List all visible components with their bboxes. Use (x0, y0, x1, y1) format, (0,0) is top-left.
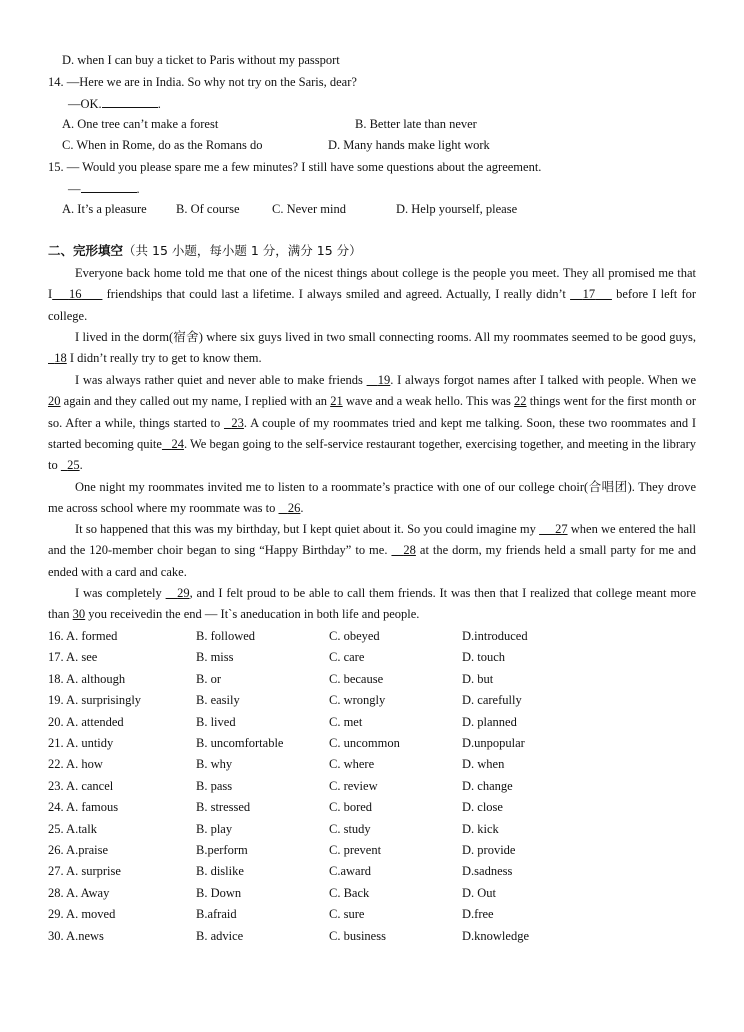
blank-23[interactable]: 23 (231, 415, 244, 430)
q15-stem: 15. — Would you please spare me a few minutes? I still have some questions about the agreement. (48, 160, 542, 174)
q15-option-d: D. Help yourself, please (396, 202, 518, 216)
option-q20-d[interactable]: D. planned (462, 714, 517, 729)
option-q18-a[interactable]: 18. A. although (48, 671, 126, 686)
option-q30-c[interactable]: C. business (329, 928, 386, 943)
option-q22-a[interactable]: 22. A. how (48, 757, 103, 772)
option-q17-a[interactable]: 17. A. see (48, 650, 98, 665)
option-q26-a[interactable]: 26. A.praise (48, 843, 109, 857)
option-q26-d[interactable]: D. provide (462, 843, 516, 857)
option-q17-d[interactable]: D. touch (462, 650, 506, 665)
q15-option-a: A. It’s a pleasure (62, 202, 147, 216)
option-q24-d[interactable]: D. close (462, 800, 503, 815)
option-q28-a[interactable]: 28. A. Away (48, 885, 110, 900)
option-q21-b[interactable]: B. uncomfortable (196, 736, 284, 750)
passage-paragraph-3: I was always rather quiet and never able to make friends 19. I always forgot names after I talked with people. When we 20 again and they called out my name, I replied with an 21 wave and a weak hello. This was 22 things went for the first month or so. After a while, things started to 23. A couple of my roommates tried and kept me talking. Soon, these two roommates and I started becoming quite 24. We began going to the self-service restaurant together, exercising together, and meeting in the library to 25. (48, 373, 697, 473)
option-q28-c[interactable]: C. Back (329, 885, 370, 900)
option-q25-c[interactable]: C. study (329, 821, 371, 836)
option-q26-c[interactable]: C. prevent (329, 843, 382, 857)
option-q29-d[interactable]: D.free (462, 907, 494, 922)
option-q27-c[interactable]: C.award (329, 864, 371, 879)
blank-18[interactable]: 18 (54, 351, 67, 366)
q14-option-c: C. When in Rome, do as the Romans do (62, 138, 263, 152)
blank-21[interactable]: 21 (330, 394, 343, 409)
passage-paragraph-2: I lived in the dorm(宿舍) where six guys lived in two small connecting rooms. All my roommates seemed to be good guys, 18 I didn’t really try to get to know them. (48, 327, 696, 370)
blank-25[interactable]: 25 (67, 458, 80, 473)
option-q17-c[interactable]: C. care (329, 650, 365, 665)
option-q22-d[interactable]: D. when (462, 757, 505, 772)
option-q26-b[interactable]: B.perform (196, 843, 248, 857)
option-q28-b[interactable]: B. Down (196, 885, 242, 900)
option-q17-b[interactable]: B. miss (196, 650, 234, 665)
option-q16-d[interactable]: D.introduced (462, 629, 528, 643)
blank-16[interactable]: 16 (68, 287, 82, 302)
option-q18-b[interactable]: B. or (196, 671, 221, 686)
passage-paragraph-6: I was completely 29, and I felt proud to be able to call them friends. It was then that I realized that college meant more than 30 you receivedin the end — It`s aneducation in both life and people. (48, 586, 697, 622)
q14-option-a: A. One tree can’t make a forest (62, 117, 219, 131)
option-q22-c[interactable]: C. where (329, 757, 375, 772)
option-q21-d[interactable]: D.unpopular (462, 736, 525, 750)
q14-reply-end: . (157, 97, 161, 111)
option-q25-b[interactable]: B. play (196, 821, 233, 836)
passage-paragraph-5: It so happened that this was my birthday, but I kept quiet about it. So you could imagine my 27 when we entered the hall and the 120-member choir began to sing “Happy Birthday” to me. 28 at the dorm, my friends held a small party for me and ended with a card and cake. (48, 522, 697, 579)
option-q18-d[interactable]: D. but (462, 671, 494, 686)
option-q16-b[interactable]: B. followed (196, 629, 256, 643)
section-heading (48, 243, 362, 259)
option-q19-d[interactable]: D. carefully (462, 693, 522, 708)
option-q29-c[interactable]: C. sure (329, 907, 365, 922)
q14-option-d: D. Many hands make light work (328, 138, 490, 152)
option-q20-b[interactable]: B. lived (196, 714, 236, 729)
option-q23-b[interactable]: B. pass (196, 778, 233, 793)
option-q20-c[interactable]: C. met (329, 714, 363, 729)
q15-option-c: C. Never mind (272, 202, 346, 216)
option-q24-b[interactable]: B. stressed (196, 800, 251, 815)
option-q19-c[interactable]: C. wrongly (329, 693, 386, 708)
blank-19[interactable]: 19 (377, 373, 391, 387)
option-q20-a[interactable]: 20. A. attended (48, 714, 124, 729)
option-q30-b[interactable]: B. advice (196, 928, 244, 943)
option-q24-a[interactable]: 24. A. famous (48, 800, 119, 815)
option-q19-b[interactable]: B. easily (196, 693, 240, 708)
option-q29-b[interactable]: B.afraid (196, 907, 237, 922)
option-q30-a[interactable]: 30. A.news (48, 928, 104, 943)
q14-option-b: B. Better late than never (355, 117, 477, 131)
option-q29-a[interactable]: 29. A. moved (48, 907, 116, 922)
blank-20[interactable]: 20 (48, 394, 61, 409)
q14-answer-blank[interactable] (102, 95, 158, 108)
option-q22-b[interactable]: B. why (196, 757, 233, 772)
option-q23-d[interactable]: D. change (462, 778, 513, 793)
q14-reply (68, 95, 161, 112)
q15-option-b: B. Of course (176, 202, 240, 216)
blank-30[interactable]: 30 (72, 607, 86, 622)
section-title: 二、完形填空 (48, 243, 124, 258)
blank-22[interactable]: 22 (514, 394, 527, 409)
blank-27[interactable]: 27 (555, 522, 568, 536)
option-q24-c[interactable]: C. bored (329, 800, 373, 815)
option-q27-a[interactable]: 27. A. surprise (48, 864, 121, 879)
option-q28-d[interactable]: D. Out (462, 885, 497, 900)
q14-stem: 14. —Here we are in India. So why not try on the Saris, dear? (48, 75, 357, 89)
option-q23-a[interactable]: 23. A. cancel (48, 778, 114, 793)
option-q25-d[interactable]: D. kick (462, 821, 499, 836)
passage-paragraph-1: Everyone back home told me that one of the nicest things about college is the people you meet. They all promised me that I 16 friendships that could last a lifetime. I always smiled and agreed. Actually, I really didn’t 17 before I left for college. (48, 266, 697, 323)
q15-reply-dash: — (68, 182, 81, 196)
option-q30-d[interactable]: D.knowledge (462, 928, 529, 943)
option-q21-a[interactable]: 21. A. untidy (48, 736, 114, 750)
option-q16-c[interactable]: C. obeyed (329, 629, 380, 643)
section-note: （共 15 小题，每小题 1 分，满分 15 分） (123, 243, 362, 258)
blank-26[interactable]: 26 (287, 501, 301, 516)
option-q27-b[interactable]: B. dislike (196, 864, 244, 879)
blank-17[interactable]: 17 (582, 287, 596, 302)
q14-reply-dash: —OK. (68, 97, 102, 111)
option-q23-c[interactable]: C. review (329, 778, 378, 793)
q15-reply (68, 180, 140, 197)
option-q21-c[interactable]: C. uncommon (329, 736, 400, 750)
option-q27-d[interactable]: D.sadness (462, 864, 513, 879)
q15-reply-end: . (136, 182, 140, 196)
blank-28[interactable]: 28 (403, 543, 416, 558)
option-q25-a[interactable]: 25. A.talk (48, 821, 97, 836)
option-q18-c[interactable]: C. because (329, 671, 384, 686)
option-q19-a[interactable]: 19. A. surprisingly (48, 693, 142, 708)
q15-answer-blank[interactable] (81, 180, 137, 193)
q13-option-d: D. when I can buy a ticket to Paris without my passport (62, 53, 340, 67)
option-q16-a[interactable]: 16. A. formed (48, 629, 118, 643)
passage-paragraph-4: One night my roommates invited me to listen to a roommate’s practice with one of our college choir(合唱团). They drove me across school where my roommate was to 26. (48, 480, 696, 516)
blank-24[interactable]: 24 (171, 436, 184, 451)
blank-29[interactable]: 29 (177, 586, 190, 600)
